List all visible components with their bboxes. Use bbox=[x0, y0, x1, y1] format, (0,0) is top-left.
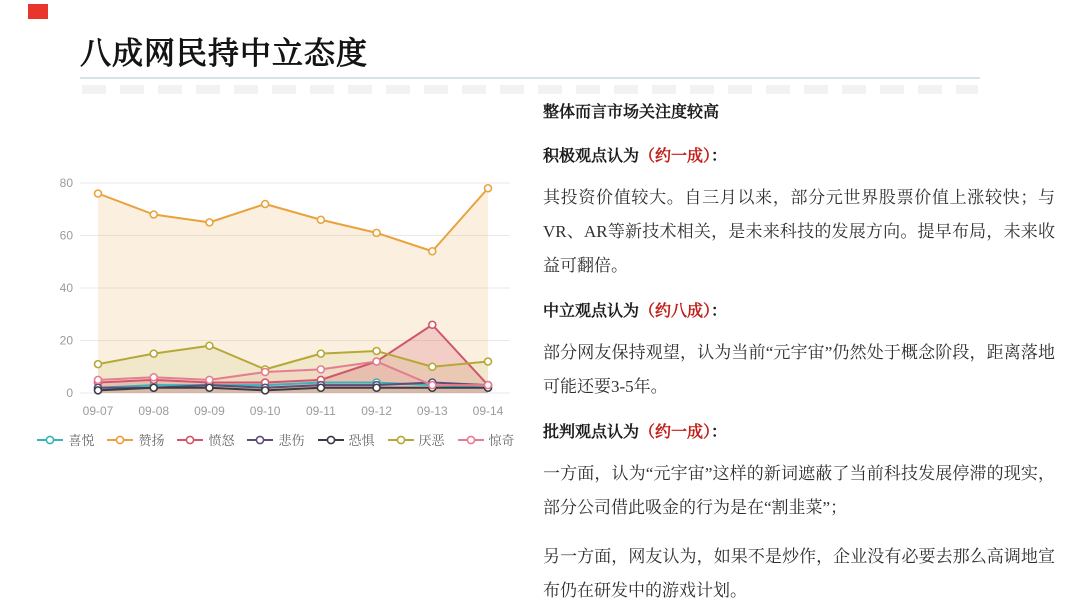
svg-text:40: 40 bbox=[59, 281, 73, 295]
section-positive-label bbox=[543, 143, 1055, 166]
legend-item bbox=[318, 430, 375, 449]
legend-marker-icon bbox=[107, 435, 133, 445]
chart-canvas bbox=[36, 172, 516, 424]
svg-text:09-12: 09-12 bbox=[361, 404, 392, 418]
legend-label: 厌恶 bbox=[418, 433, 445, 448]
analysis-panel bbox=[543, 99, 1055, 607]
svg-text:09-07: 09-07 bbox=[82, 404, 114, 418]
legend-marker-icon bbox=[177, 435, 203, 445]
legend-item bbox=[177, 430, 234, 449]
highlight-text: （约一成） bbox=[639, 148, 712, 165]
section-neutral-body: 部分网友保持观望，认为当前“元宇宙”仍然处于概念阶段，距离落地可能还要3-5年。 bbox=[543, 343, 1055, 396]
highlight-text: （约八成） bbox=[639, 303, 712, 320]
label-text: 积极观点认为 bbox=[543, 148, 640, 165]
svg-text:80: 80 bbox=[59, 176, 73, 190]
colon: ： bbox=[711, 303, 728, 320]
svg-text:09-14: 09-14 bbox=[472, 404, 504, 418]
legend-label: 惊奇 bbox=[488, 433, 515, 448]
section-critical bbox=[543, 419, 1055, 607]
section-critical-body-2: 另一方面，网友认为，如果不是炒作，企业没有必要去那么高调地宣布仍在研发中的游戏计划。 bbox=[543, 547, 1055, 600]
sentiment-trend-chart bbox=[36, 172, 516, 449]
svg-text:09-13: 09-13 bbox=[416, 404, 448, 418]
colon: ： bbox=[711, 148, 728, 165]
legend-label: 恐惧 bbox=[348, 433, 375, 448]
chart-legend bbox=[36, 430, 516, 449]
svg-text:09-08: 09-08 bbox=[138, 404, 170, 418]
page-title: 八成网民持中立态度 bbox=[80, 36, 368, 71]
section-positive-body: 其投资价值较大。自三月以来，部分元世界股票价值上涨较快；与VR、AR等新技术相关，是未来科技的发展方向。提早布局，未来收益可翻倍。 bbox=[543, 188, 1055, 275]
legend-marker-icon bbox=[458, 435, 484, 445]
svg-text:09-10: 09-10 bbox=[249, 404, 281, 418]
legend-marker-icon bbox=[318, 435, 344, 445]
legend-label: 悲伤 bbox=[278, 433, 305, 448]
label-text: 批判观点认为 bbox=[543, 424, 640, 441]
panel-intro: 整体而言市场关注度较高 bbox=[543, 104, 720, 121]
title-divider bbox=[80, 77, 980, 79]
svg-text:09-11: 09-11 bbox=[305, 404, 336, 418]
legend-marker-icon bbox=[247, 435, 273, 445]
section-neutral-label bbox=[543, 298, 1055, 321]
legend-label: 赞扬 bbox=[138, 433, 165, 448]
highlight-text: （约一成） bbox=[639, 424, 712, 441]
watermark-band bbox=[82, 85, 978, 94]
legend-item bbox=[247, 430, 304, 449]
legend-label: 愤怒 bbox=[208, 433, 235, 448]
section-neutral bbox=[543, 298, 1055, 404]
svg-text:60: 60 bbox=[59, 228, 73, 243]
legend-item bbox=[458, 430, 515, 449]
legend-label: 喜悦 bbox=[68, 433, 95, 448]
accent-square bbox=[28, 4, 48, 19]
legend-marker-icon bbox=[388, 435, 414, 445]
colon: ： bbox=[711, 424, 728, 441]
legend-item bbox=[107, 430, 164, 449]
svg-text:0: 0 bbox=[66, 386, 73, 400]
svg-text:09-09: 09-09 bbox=[194, 404, 225, 418]
section-critical-label bbox=[543, 419, 1055, 442]
legend-item bbox=[388, 430, 445, 449]
legend-marker-icon bbox=[37, 435, 63, 445]
label-text: 中立观点认为 bbox=[543, 303, 640, 320]
section-critical-body-1: 一方面，认为“元宇宙”这样的新词遮蔽了当前科技发展停滞的现实，部分公司借此吸金的行为是在“割韭菜”； bbox=[543, 464, 1055, 517]
svg-text:20: 20 bbox=[59, 333, 73, 348]
legend-item bbox=[37, 430, 94, 449]
section-positive bbox=[543, 143, 1055, 283]
